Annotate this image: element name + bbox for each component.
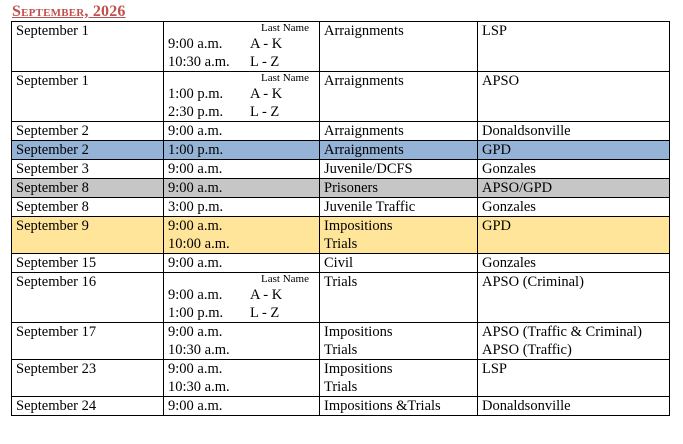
time-value: 9:00 a.m. <box>168 218 223 234</box>
last-name-label: Last Name <box>261 22 309 34</box>
type-cell: Arraignments <box>320 122 478 141</box>
time-cell <box>164 273 320 323</box>
last-name-label: Last Name <box>261 72 309 84</box>
name-range: L - Z <box>250 305 280 321</box>
time-cell: 9:00 a.m. <box>164 254 320 273</box>
type-cell: Trials <box>320 273 478 323</box>
location-cell <box>478 323 670 360</box>
type-cell: Arraignments <box>320 72 478 122</box>
time-cell <box>164 22 320 72</box>
table-row <box>12 72 670 122</box>
type-line: Impositions <box>324 324 393 340</box>
type-cell: Arraignments <box>320 141 478 160</box>
time-cell: 9:00 a.m. <box>164 160 320 179</box>
time-cell: 3:00 p.m. <box>164 198 320 217</box>
name-range: A - K <box>250 287 283 303</box>
location-cell: APSO (Criminal) <box>478 273 670 323</box>
table-row <box>12 397 670 416</box>
time-value: 1:00 p.m. <box>168 305 224 321</box>
time-value: 9:00 a.m. <box>168 361 223 377</box>
name-range: L - Z <box>250 104 280 120</box>
location-cell: Donaldsonville <box>478 397 670 416</box>
time-value: 1:00 p.m. <box>168 86 224 102</box>
type-cell <box>320 323 478 360</box>
time-cell <box>164 360 320 397</box>
date-cell: September 17 <box>12 323 164 360</box>
table-row-highlighted <box>12 179 670 198</box>
type-line: Impositions <box>324 218 393 234</box>
table-row <box>12 122 670 141</box>
time-cell: 9:00 a.m. <box>164 122 320 141</box>
time-value: 10:00 a.m. <box>168 236 230 252</box>
type-line: Impositions <box>324 361 393 377</box>
date-cell: September 16 <box>12 273 164 323</box>
table-row <box>12 160 670 179</box>
table-row <box>12 273 670 323</box>
table-row <box>12 254 670 273</box>
date-cell: September 9 <box>12 217 164 254</box>
location-cell: LSP <box>478 360 670 397</box>
table-row-highlighted <box>12 141 670 160</box>
type-cell: Civil <box>320 254 478 273</box>
type-line: Trials <box>324 379 358 395</box>
time-value: 10:30 a.m. <box>168 379 230 395</box>
name-range: A - K <box>250 36 283 52</box>
time-value: 10:30 a.m. <box>168 342 230 358</box>
location-cell: APSO <box>478 72 670 122</box>
time-cell: 9:00 a.m. <box>164 179 320 198</box>
location-cell: Donaldsonville <box>478 122 670 141</box>
time-value: 9:00 a.m. <box>168 36 223 52</box>
location-cell: APSO/GPD <box>478 179 670 198</box>
location-cell: Gonzales <box>478 254 670 273</box>
type-cell: Impositions &Trials <box>320 397 478 416</box>
schedule-table <box>11 21 670 416</box>
date-cell: September 8 <box>12 198 164 217</box>
date-cell: September 1 <box>12 72 164 122</box>
date-cell: September 23 <box>12 360 164 397</box>
table-row <box>12 22 670 72</box>
name-range: L - Z <box>250 54 280 70</box>
type-cell: Juvenile/DCFS <box>320 160 478 179</box>
type-line: Trials <box>324 236 358 252</box>
location-cell: Gonzales <box>478 160 670 179</box>
location-cell: GPD <box>478 141 670 160</box>
time-value: 2:30 p.m. <box>168 104 224 120</box>
time-value: 10:30 a.m. <box>168 54 230 70</box>
location-cell: GPD <box>478 217 670 254</box>
time-cell <box>164 72 320 122</box>
date-cell: September 2 <box>12 141 164 160</box>
type-cell: Juvenile Traffic <box>320 198 478 217</box>
time-value: 9:00 a.m. <box>168 324 223 340</box>
time-cell: 1:00 p.m. <box>164 141 320 160</box>
type-line: Trials <box>324 342 358 358</box>
date-cell: September 2 <box>12 122 164 141</box>
date-cell: September 3 <box>12 160 164 179</box>
table-row <box>12 323 670 360</box>
last-name-label: Last Name <box>261 273 309 285</box>
type-cell <box>320 217 478 254</box>
date-cell: September 24 <box>12 397 164 416</box>
location-line: APSO (Traffic & Criminal) <box>482 324 642 340</box>
time-cell <box>164 323 320 360</box>
location-line: APSO (Traffic) <box>482 342 572 358</box>
date-cell: September 8 <box>12 179 164 198</box>
type-cell: Arraignments <box>320 22 478 72</box>
time-value: 9:00 a.m. <box>168 287 223 303</box>
location-cell: Gonzales <box>478 198 670 217</box>
table-row-highlighted <box>12 217 670 254</box>
name-range: A - K <box>250 86 283 102</box>
location-cell: LSP <box>478 22 670 72</box>
time-cell <box>164 217 320 254</box>
date-cell: September 15 <box>12 254 164 273</box>
type-cell: Prisoners <box>320 179 478 198</box>
table-row <box>12 198 670 217</box>
date-cell: September 1 <box>12 22 164 72</box>
table-row <box>12 360 670 397</box>
month-title: September, 2026 <box>12 3 126 20</box>
time-cell: 9:00 a.m. <box>164 397 320 416</box>
type-cell <box>320 360 478 397</box>
